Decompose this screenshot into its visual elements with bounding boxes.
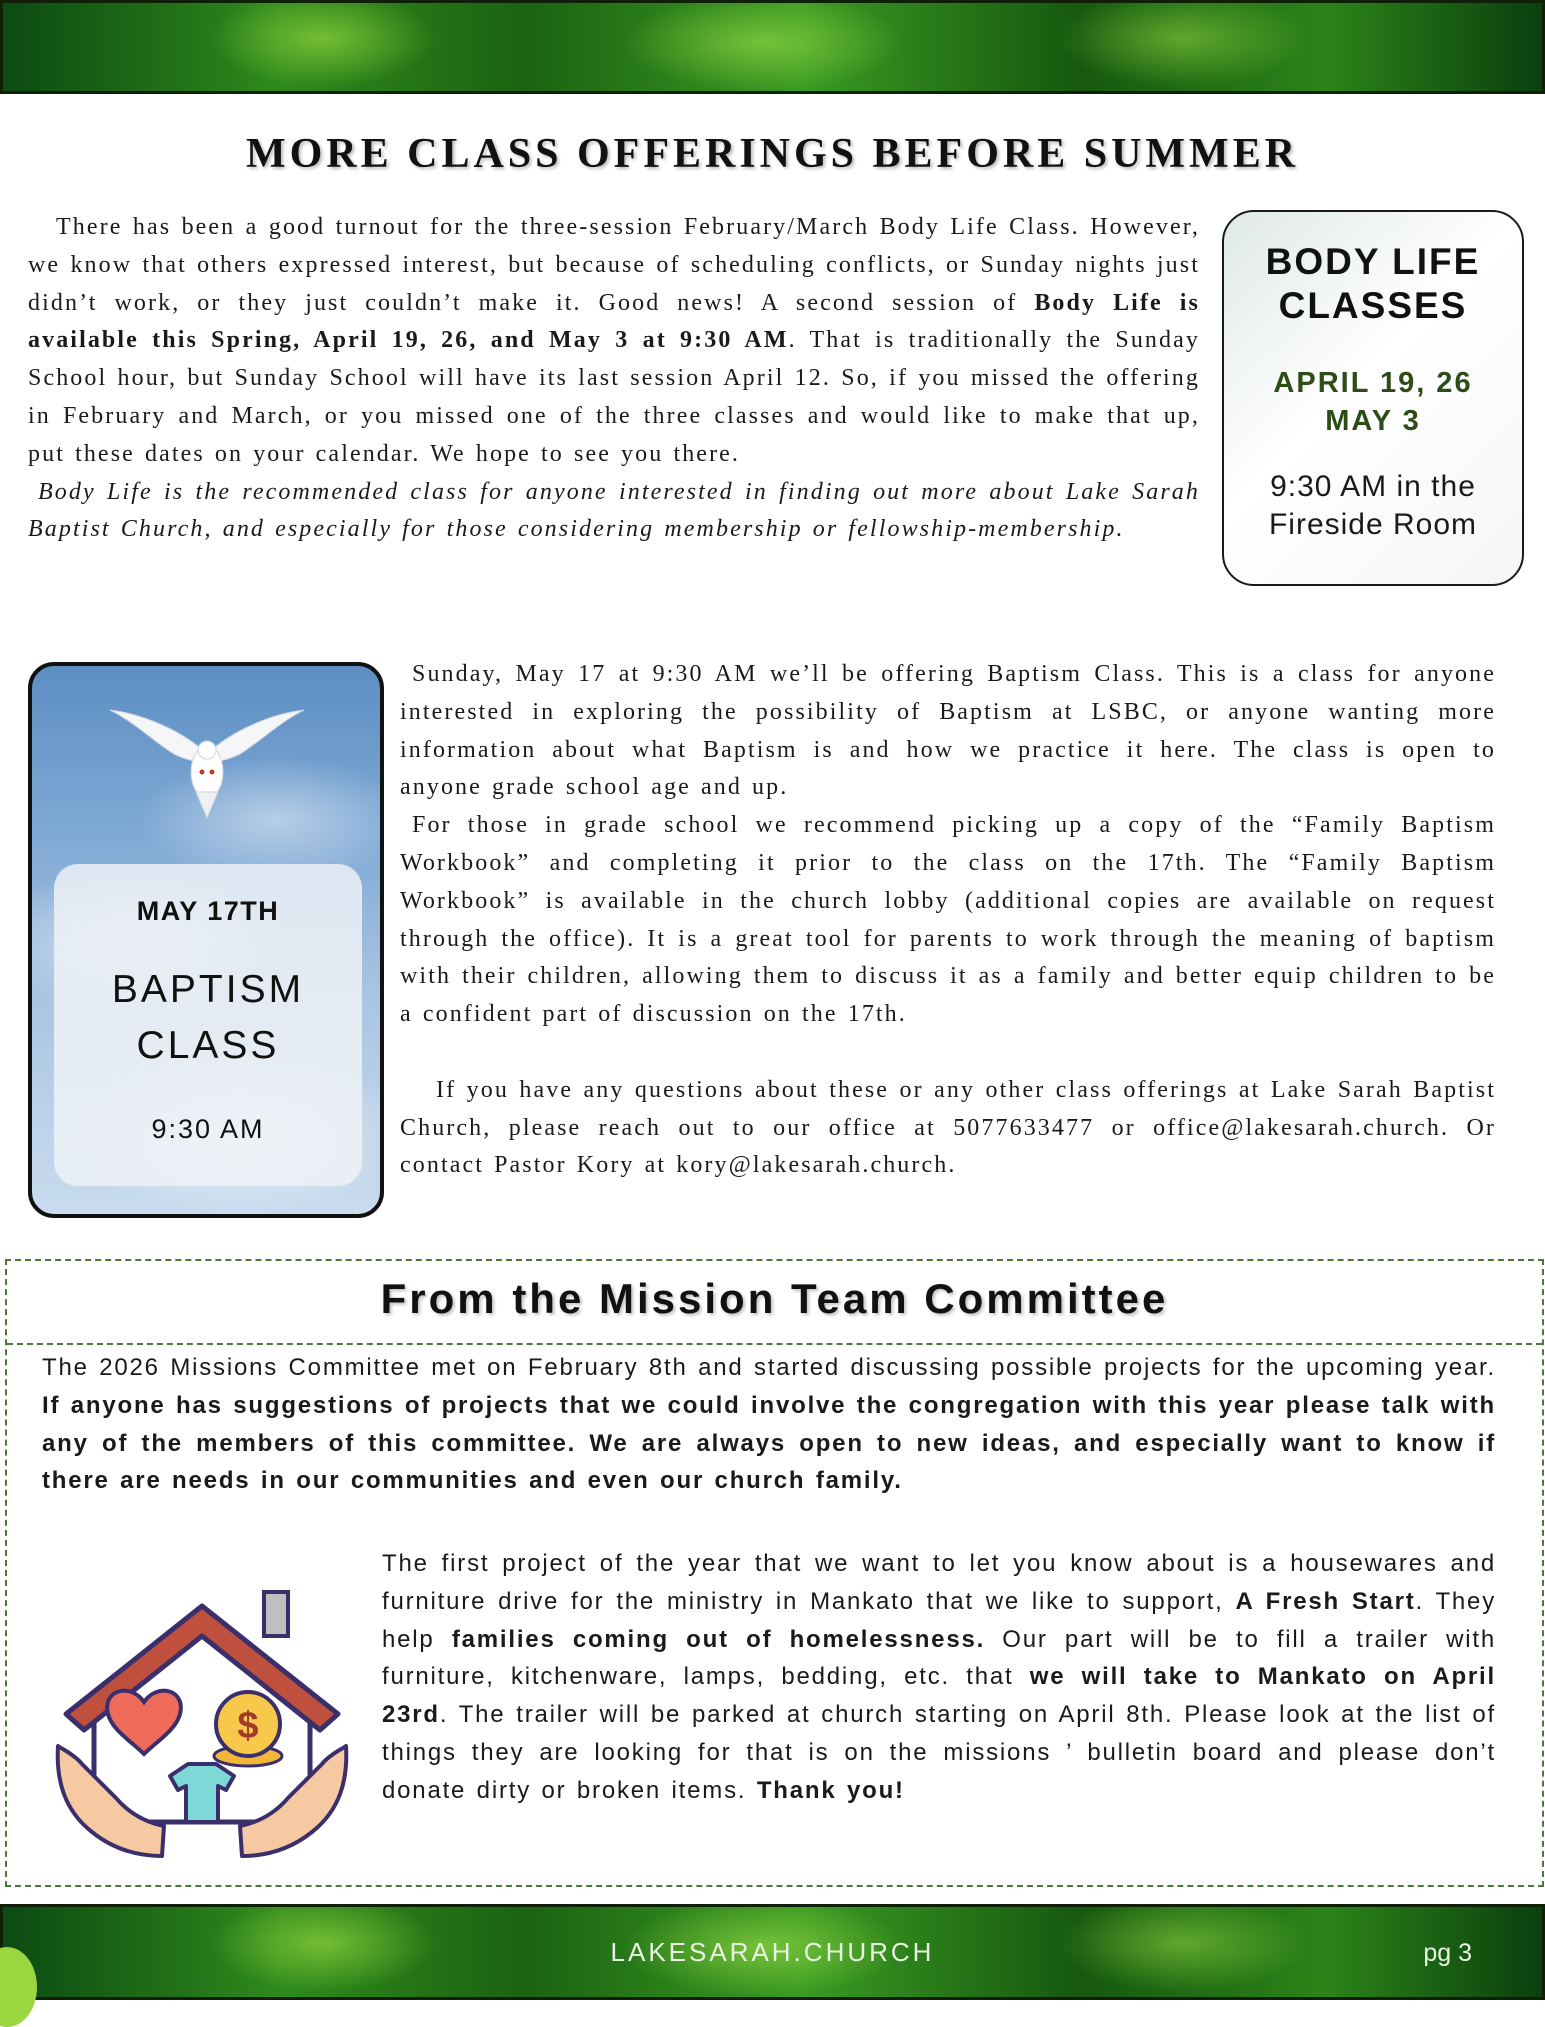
house-charity-icon	[52, 1564, 352, 1864]
body-life-box-title: BODY LIFE CLASSES	[1265, 241, 1481, 326]
baptism-date: MAY 17TH	[136, 896, 280, 926]
body-life-classes-box	[1222, 210, 1524, 586]
body-life-box-dates: APRIL 19, 26 MAY 3	[1273, 367, 1473, 437]
footer-banner	[0, 1904, 1545, 2000]
contact-paragraph: If you have any questions about these or any other class offerings at Lake Sarah Baptist Church, please reach out to our office at 5077633477 or office@lakesarah.church. Or contact Pastor Kory at kory@lakesarah.church.	[400, 1076, 1496, 1179]
baptism-paragraphs	[400, 656, 1496, 1185]
class-offerings-heading: MORE CLASS OFFERINGS BEFORE SUMMER	[245, 131, 1300, 177]
body-life-paragraph: There has been a good turnout for the three-session February/March Body Life Class. However, we know that others expressed interest, but because of scheduling conflicts, or Sunday nights just didn’t work, or they just couldn’t make it. Good news! A second session of Body Life is available this Spring, April 19, 26, and May 3 at 9:30 AM. That is traditionally the Sunday School hour, but Sunday School will have its last session April 12. So, if you missed the offering in February and March, or you missed one of the three classes and would like to make that up, put these dates on your calendar. We hope to see you there. Body Life is the recommended class for anyone interested in finding out more about Lake Sarah Baptist Church, and especially for those considering membership or fellowship-membership.	[28, 214, 1200, 543]
baptism-time: 9:30 AM	[151, 1114, 265, 1144]
footer-website: LAKESARAH.CHURCH	[610, 1937, 935, 1967]
baptism-paragraph-2: For those in grade school we recommend picking up a copy of the “Family Baptism Workbook” and completing it prior to the class on the 17th. The “Family Baptism Workbook” is available in the church lobby (additional copies are available on request through the office). It is a great tool for parents to work through the meaning of baptism with their children, allowing them to discuss it as a family and better equip children to be a confident part of discussion on the 17th.	[400, 812, 1496, 1028]
header-banner	[0, 0, 1545, 94]
mission-intro: The 2026 Missions Committee met on February 8th and started discussing possible projects for the upcoming year. If anyone has suggestions of projects that we could involve the congregation with this year please talk with any of the members of this committee. We are always open to new ideas, and especially want to know if there are needs in our communities and even our church family.	[42, 1354, 1496, 1495]
mission-title: From the Mission Team Committee	[380, 1275, 1169, 1322]
mission-project-paragraph: The first project of the year that we want to let you know about is a housewares and furniture drive for the ministry in Mankato that we like to support, A Fresh Start. They help families coming out of homelessness. Our part will be to fill a trailer with furniture, kitchenware, lamps, bedding, etc. that we will take to Mankato on April 23rd. The trailer will be parked at church starting on April 8th. Please look at the list of things they are looking for that is on the missions ’ bulletin board and please don’t donate dirty or broken items. Thank you!	[382, 1550, 1497, 1804]
dove-icon	[104, 692, 310, 822]
baptism-class-box	[28, 662, 384, 1218]
baptism-title: BAPTISM CLASS	[111, 968, 305, 1067]
body-life-box-time: 9:30 AM in the Fireside Room	[1268, 470, 1478, 541]
baptism-paragraph-1: Sunday, May 17 at 9:30 AM we’ll be offering Baptism Class. This is a class for anyone interested in exploring the possibility of Baptism at LSBC, or anyone wanting more information about what Baptism is and how we practice it here. The class is open to anyone grade school age and up.	[400, 661, 1496, 801]
mission-header	[7, 1261, 1542, 1345]
baptism-class-card	[54, 864, 362, 1186]
svg-text:$: $	[237, 1705, 259, 1747]
page-number: pg 3	[1423, 1939, 1472, 1967]
body-life-recommendation: Body Life is the recommended class for anyone interested in finding out more about Lake Sarah Baptist Church, and especially for those considering membership or fellowship-membership.	[28, 478, 1200, 543]
